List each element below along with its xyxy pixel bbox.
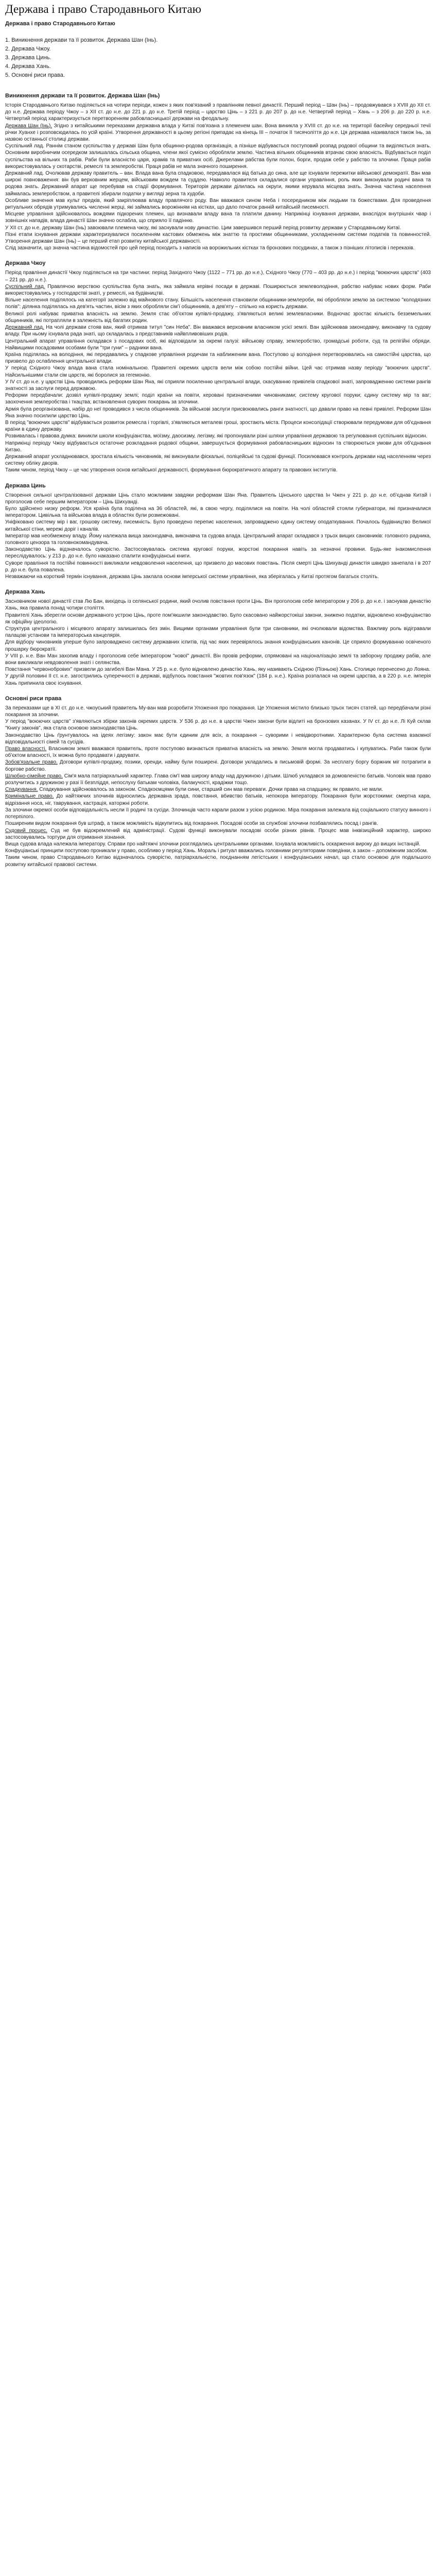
paragraph [5,759,431,772]
paragraph [5,419,431,433]
paragraph [5,827,431,841]
paragraph [5,102,431,123]
paragraph-text: Великої ролі набуває приватна власність на землю. Земля стає об'єктом купівлі-продажу, з'являються великі землевласники. Водночас зростає кількість безземельних общинників, які потрапляли в залежність від багатих родин. [5,311,431,324]
toc-item: 2. Держава Чжоу. [5,46,51,52]
paragraph [5,338,431,351]
paragraph-text: Договори купівлі-продажу, позики, оренди, найму були поширені. Договори укладались в письмовій формі. За несплату боргу боржник міг потрапити в боргове рабство. [5,759,431,772]
paragraph-text: У IV ст. до н.е. у царстві Цінь проводились реформи Шан Яна, які сприяли посиленню центральної влади, скасуванню привілеїв спадкової знаті, запровадженню системи рангів знатності за заслуги перед державою. [5,379,431,392]
paragraph-text: Імператор мав необмежену владу. Йому належала вища законодавча, виконавча та судова влада. Центральний апарат складався з трьох вищих сановників: головного радника, головного цензора та головнокомандувача. [5,533,431,546]
paragraph [5,269,431,283]
section [5,92,431,251]
paragraph [5,718,431,732]
page-subtitle: Держава і право Стародавнього Китаю [5,21,115,27]
paragraph-text: Законодавство Цінь відзначалось суворістю. Застосовувалась система кругової поруки, жорстокі покарання навіть за незначні провини. Будь-яке інакомислення переслідувалось: у 213 р. до н.е. було наказано спалити конфуціанські книги. [5,547,431,560]
paragraph [5,143,431,170]
paragraph-text: Суспільний лад. Раннім станом суспільства у державі Шан була общинно-родова організація, а пізніше відбувається поступовий розпад родової общини та виділяється знать. Основним виробничим осередком залишалась сільська община, члени якої сумісно обробляли землю. Частина вільних общинників втрачає свою власність. Відбувається поділ суспільства на вільних та рабів. Раби були власністю царя, храмів та приватних осіб. Джерелами рабства були полон, борги, продаж себе у рабство та злочини. Праця рабів використовувалась у скотарстві, ремеслі та землеробстві. Праця рабів не мала значного поширення. [5,143,431,170]
paragraph [5,351,431,365]
paragraph-text: Вільне населення поділялось на категорії залежно від майнового стану. Більшість населення становили общинники-землероби, які обробляли землю за системою "колодязних полів": ділянка поділялась на дев'ять частин, вісім з яких обробляли сім'ї общинників, а дев'яту – спільно на користь держави. [5,297,431,310]
paragraph [5,197,431,211]
section-heading: Держава Хань [5,589,45,596]
section [5,482,431,581]
paragraph-lead: Держава Шан (Інь). [5,123,53,129]
paragraph [5,773,431,786]
paragraph [5,560,431,573]
paragraph-lead: Зобов'язальне право. [5,759,58,766]
paragraph-text: Пізні етапи існування держави характеризувалися посиленням кастових обмежень між знаттю та простими общинниками, ускладненням системи податків та повинностей. Утворення держави Шан (Інь) – це перший етап розвитку китайської державності. [5,231,431,245]
paragraph [5,324,431,337]
paragraph [5,170,431,197]
paragraph-text: Розвивалась і правова думка: виникли школи конфуціанства, моїзму, даосизму, легізму, які пропонували різні шляхи управління державою та регулювання суспільних відносин. [5,433,428,439]
paragraph-text: У період "воюючих царств" з'являються збірки законів окремих царств. У 536 р. до н.е. в царстві Чжен закони були відлиті на бронзових казанах. У IV ст. до н.е. Лі Куй склав "Книгу законів", яка стала основою законодавства Цінь. [5,719,431,732]
paragraph [5,225,431,231]
paragraph-text: Правителі Хань зберегли основи державного устрою Цінь, проте пом'якшили законодавство. Було скасовано найжорстокіші закони, знижено податки, відновлено конфуціанство як офіційну ідеологію. [5,612,431,625]
paragraph-text: Таким чином, період Чжоу – це час утворення основ китайської державності, формування бюрократичного апарату та правових інститутів. [5,467,338,473]
paragraph [5,841,431,848]
paragraph-text: Уніфіковано систему мір і ваг, грошову систему, писемність. Було проведено перепис населення, запроваджено єдину систему оподаткування. Почалось будівництво Великої китайської стіни, мережі доріг і каналів. [5,519,431,532]
paragraph [5,311,431,324]
paragraph [5,467,431,473]
paragraph-text: Правлячою верствою суспільства була знать, яка займала керівні посади в державі. Поширюється землеволодіння, рабство набуває нових форм. Раби використовувались у господарстві знаті, у ремеслі, на будівництві. [5,283,431,297]
paragraph-text: За переказами ще в XI ст. до н.е. чжоуський правитель Му-ван мав розробити Уложення про покарання. Це Уложення містило близько трьох тисяч статей, що передбачали різні покарання за злочини. [5,705,431,718]
paragraph-text: Структура центрального і місцевого апарату залишилась без змін. Вищими органами управління були три сановники, які очолювали відомства. Важливу роль відігравали палацові установи та імператорська канцелярія. [5,626,431,639]
paragraph-text: Місцеве управління здійснювалось вождями підкорених племен, що визнавали владу вана та платили данину. Наприкінці існування держави, внаслідок внутрішніх чвар і зовнішніх нападів, влада династії Шан значно ослабла, що сприяло її падінню. [5,211,431,224]
paragraph-text: Було здійснено низку реформ. Уся країна була поділена на 36 областей, які, в свою чергу, поділялися на повіти. На чолі областей стояли губернатори, які призначалися імператором. Цивільна та військова влада в областях були розмежовані. [5,505,431,519]
paragraph-text: Створення сильної централізованої держави Цінь стало можливим завдяки реформам Шан Яна. Правитель Цінського царства Ін Чжен у 221 р. до н.е. об'єднав Китай і проголосив себе першим імператором – Цінь Шихуанді. [5,492,431,505]
paragraph-text: Державний лад. Очолював державу правитель – ван. Влада вана була спадковою, передавалася від батька до сина, але ще існували пережитки військової демократії. Ван мав широкі повноваження: він був верховним жерцем, військовим вождем та суддею. Навколо правителя складалися органи управління, роль яких виконували родичі вана та родова знать. Державний апарат ще перебував на стадії формування. Територія держави ділилась на округи, якими керувала місцева знать. Значна частина населення займалась землеробством, а правителі збирали податки у вигляді зерна та худоби. [5,171,431,197]
paragraph [5,625,431,639]
paragraph-text: Власником землі вважався правитель, проте поступово визнається приватна власність на землю. Земля могла продаватись і купуватись. Раби також були об'єктом власності, їх можна було продавати і дарувати. [5,746,431,759]
paragraph [5,392,431,405]
paragraph-text: Суворе правління та постійні повинності викликали невдоволення населення, що призвело до масових повстань. Після смерті Цінь Шихуанді династія швидко занепала і в 207 р. до н.е. була повалена. [5,560,431,573]
paragraph [5,653,431,666]
paragraph-text: Державний апарат ускладнювався, зростала кількість чиновників, які виконували фіскальні, поліцейські та судові функції. Посилювався контроль держави над населенням через систему обліку дворів. [5,453,431,467]
paragraph [5,123,431,143]
section [5,260,431,473]
paragraph-text: Поширеним видом покарання був штраф, а також можливість відкупитись від покарання. Посадові особи за службові злочини позбавлялись посад і рангів. [5,821,378,827]
toc-item: 5. Основні риси права. [5,72,65,78]
paragraph [5,573,431,580]
paragraph-text: Для відбору чиновників уперше було запроваджено систему державних іспитів, під час яких перевірялось знання конфуціанських канонів. Це сприяло формуванню освіченого прошарку бюрократії. [5,639,431,652]
section-heading: Держава Цинь [5,482,46,489]
paragraph-text: У VIII р. н.е. Ван Ман захопив владу і проголосив себе імператором "нової" династії. Він провів реформи, спрямовані на націоналізацію землі та заборону продажу рабів, але вони викликали невдоволення знаті і селянства. [5,653,431,666]
paragraph [5,546,431,560]
paragraph [5,666,431,673]
paragraph-text: За злочини окремої особи відповідальність несли її родичі та сусіди. Злочинців часто карали разом з усією родиною. Міра покарання залежала від соціального статусу винного і потерпілого. [5,807,431,820]
paragraph [5,365,431,378]
paragraph [5,505,431,519]
paragraph-lead: Кримінальне право. [5,793,54,800]
paragraph-text: Конфуціанські принципи поступово проникали у право, особливо у період Хань. Мораль і ритуал вважались головними регуляторами поведінки, а закон – допоміжним засобом. [5,848,428,854]
paragraph-text: Згідно з китайськими переказами державна влада у Китаї пов'язана з племенем шан. Вона виникла у XVIII ст. до н.е. на території басейну середньої течії річки Хуанхе і розповсюдилась по усій країні. Утворення державності в цьому регіоні припадає на кінець III – початок II тисячоліття до н.е. Ця держава називалася також Інь, за назвою останньої столиці держави. [5,123,431,143]
paragraph [5,705,431,718]
paragraph-text: Країна поділялась на володіння, які передавались у спадкове управління родичам та наближеним вана. Поступово ці володіння перетворювались на самостійні царства, що призвело до ослаблення центральної влади. [5,351,431,365]
paragraph [5,297,431,310]
paragraph-text: Сім'я мала патріархальний характер. Глава сім'ї мав широку владу над дружиною і дітьми. Шлюб укладався за домовленістю батьків. Чоловік мав право розлучитись з дружиною у разі її безпліддя, непослуху батькам чоловіка, балакучості, крадіжки тощо. [5,773,431,786]
paragraph [5,231,431,245]
section [5,695,431,868]
paragraph [5,379,431,392]
paragraph-text: Засновником нової династії став Лю Бан, вихідець із селянської родини, який очолив повстання проти Цінь. Він проголосив себе імператором у 206 р. до н.е. і заснував династію Хань, яка правила понад чотири століття. [5,599,431,612]
paragraph-text: Наприкінці періоду Чжоу відбувається остаточне розкладання родової общини, завершується формування рабовласницьких відносин та створюються умови для об'єднання Китаю. [5,440,431,453]
paragraph-text: Особливе значення мав культ предків, який закріплював владу правлячого роду. Ван вважався сином Неба і посередником між людьми та божествами. Для проведення ритуальних обрядів утримувались численні жерці, які займались ворожінням на кістках, що дало початок ранній китайській писемності. [5,197,431,211]
page-title: Держава і право Стародавнього Китаю [5,3,201,15]
paragraph [5,854,431,868]
paragraph-lead: Право власності. [5,746,47,752]
paragraph-text: На чолі держави стояв ван, який отримав титул "син Неба". Він вважався верховним власником усієї землі. Ван здійснював законодавчу, виконавчу та судову владу. При ньому існувала рада знаті, що складалась з представників найвпливовіших родів. [5,325,431,337]
section-heading: Основні риси права [5,695,62,702]
paragraph [5,283,431,297]
paragraph [5,519,431,532]
paragraph-text: До найтяжчих злочинів відносились державна зрада, повстання, вбивство батьків, непокора імператору. Покарання були жорстокими: смертна кара, відрізання носа, ніг, таврування, кастрація, каторжні роботи. [5,793,431,806]
paragraph [5,745,431,759]
paragraph [5,433,431,439]
paragraph [5,492,431,505]
paragraph-text: Законодавство Цінь ґрунтувалось на ідеях легізму: закон має бути єдиним для всіх, а покарання – суворими і невідворотними. Характерною була система взаємної відповідальності сімей та сусідів. [5,732,431,745]
paragraph [5,732,431,745]
paragraph-lead: Державний лад. [5,325,44,331]
paragraph-lead: Суспільний лад. [5,283,45,290]
paragraph-text: Період правління династії Чжоу поділяється на три частини: період Західного Чжоу (1122 – 771 рр. до н.е.), Східного Чжоу (770 – 403 рр. до н.е.) і період "воюючих царств" (403 – 221 рр. до н.е.). [5,270,431,283]
paragraph-text: Реформи передбачали: дозвіл купівлі-продажу землі; поділ країни на повіти, керовані призначеними чиновниками; систему кругової поруки; єдину систему мір та ваг; заохочення землеробства і ткацтва; встановлення суворих покарань за злочини. [5,393,431,405]
document-body [5,92,431,868]
paragraph [5,533,431,546]
paragraph [5,807,431,820]
paragraph [5,673,431,686]
paragraph [5,820,431,827]
paragraph [5,612,431,625]
paragraph-text: Історія Стародавнього Китаю поділяється на чотири періоди, кожен з яких пов'язаний з правлінням певної династії. Перший період – Шан (Інь) – продовжувався з XVIII до XII ст. до н.е. Держава періоду Чжоу – з XII ст. до н.е. до 221 р. до н.е. Третій період – царство Цінь – з 221 р. до 207 р. до н.е. Четвертий період – Хань – з 206 р. до 220 р. н.е. Четвертий період характеризується перетворенням рабовласницької держави на феодальну. [5,103,431,122]
paragraph [5,793,431,806]
paragraph-text: Спадкування здійснювалось за законом. Спадкоємцями були сини, старший син мав переваги. Дочки права на спадщину, як правило, не мали. [38,787,383,793]
paragraph [5,598,431,612]
paragraph [5,211,431,224]
paragraph [5,639,431,652]
paragraph-text: Центральний апарат управління складався з посадових осіб, які відповідали за окремі галузі: військову справу, землеробство, громадські роботи, суд та релігійні обряди. Найвищими посадовими особами були "три гуни" – радники вана. [5,338,431,351]
paragraph [5,848,431,854]
paragraph [5,245,431,251]
paragraph-text: Вища судова влада належала імператору. Справи про найтяжчі злочини розглядались центральними органами. Існувала можливість оскарження вироку до вищих інстанцій. [5,841,421,847]
paragraph-text: У XII ст. до н.е. державу Шан (Інь) завоювали племена чжоу, які заснували нову династію. Цим завершився перший період розвитку держави у Стародавньому Китаї. [5,225,402,231]
paragraph-lead: Спадкування. [5,787,38,793]
paragraph-text: Повстання "червонобрових" призвели до загибелі Ван Мана. У 25 р. н.е. було відновлено династію Хань, яку називають Східною (Пізньою) Хань. Столицю перенесено до Лояна. [5,667,430,673]
paragraph [5,786,431,793]
toc-item: 4. Держава Хань. [5,63,51,70]
paragraph-text: Незважаючи на короткий термін існування, держава Цінь заклала основи імперської системи управління, яка зберігалась у Китаї протягом багатьох століть. [5,574,379,580]
paragraph-lead: Судовий процес. [5,827,47,834]
paragraph-text: Суд не був відокремлений від адміністрації. Судові функції виконували посадові особи різних рівнів. Процес мав інквізиційний характер, широко застосовувались тортури для отримання зізнання. [5,827,431,840]
section-heading: Виникнення держави та її розвиток. Держава Шан (Інь) [5,93,160,99]
paragraph-text: Армія була реорганізована, набір до неї проводився з числа общинників. За військові заслуги присвоювались ранги знатності, що давали право на певні привілеї. Реформи Шан Яна значно посилили царство Цінь. [5,406,431,419]
paragraph-text: Слід зазначити, що значна частина відомостей про цей період походить з написів на ворожильних кістках та бронзових посудинах, а також з пізніших літописів і переказів. [5,245,415,251]
paragraph-lead: Шлюбно-сімейне право. [5,773,63,779]
table-of-contents [5,36,431,80]
paragraph [5,453,431,467]
paragraph-text: У другій половині II ст. н.е. загострились суперечності в державі, відбулось повстання "жовтих пов'язок" (184 р. н.е.). Країна розпалася на окремі царства, а в 220 р. н.е. імперія Хань припинила своє існування. [5,673,431,686]
paragraph-text: Таким чином, право Стародавнього Китаю відзначалось суворістю, патріархальністю, поєднанням легістських і конфуціанських начал, що стало основою для подальшого розвитку китайської правової системи. [5,855,431,868]
paragraph [5,440,431,453]
paragraph [5,406,431,419]
paragraph-text: В період "воюючих царств" відбувається розвиток ремесла і торгівлі, з'являються металеві гроші, зростають міста. Процеси консолідації створювали передумови для об'єднання країни в єдину державу. [5,419,431,433]
toc-item: 3. Держава Цинь. [5,55,51,61]
document [0,0,436,868]
toc-item: 1. Виникнення держави та її розвиток. Держава Шан (Інь). [5,37,158,43]
section-heading: Держава Чжоу [5,260,46,267]
paragraph-text: У період Східного Чжоу влада вана стала номінальною. Правителі окремих царств вели між собою постійні війни. Цей час отримав назву періоду "воюючих царств". Найсильнішими стали сім царств, які боролися за гегемонію. [5,365,431,378]
section [5,588,431,687]
